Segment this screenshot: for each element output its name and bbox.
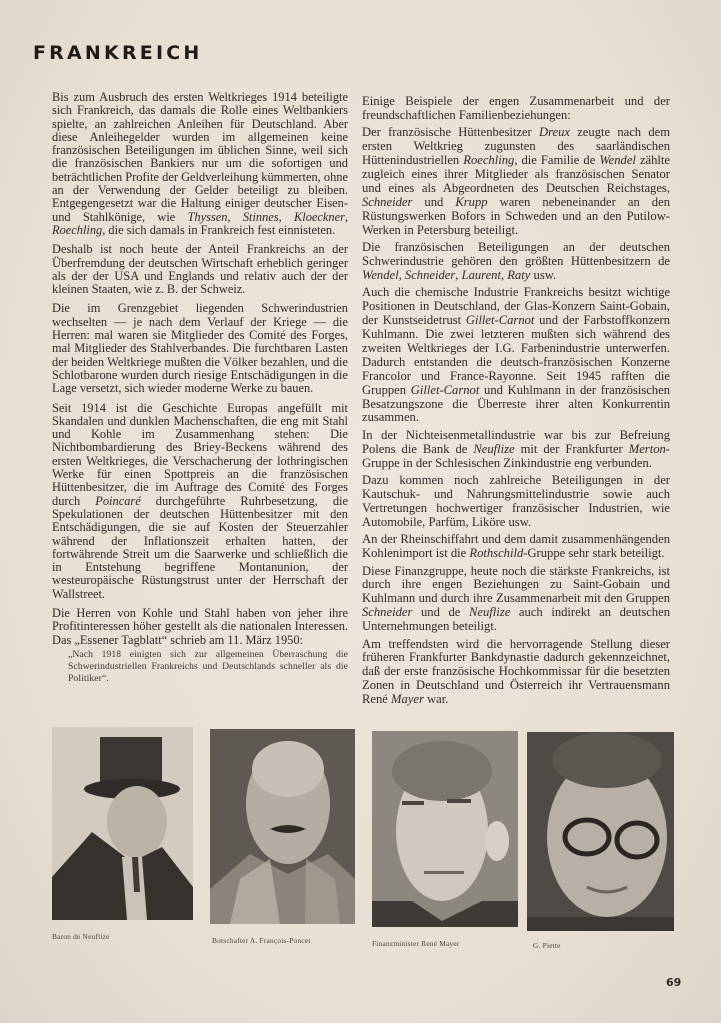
photo-francois-poncet <box>210 729 355 924</box>
left-column <box>52 91 348 685</box>
photo-rene-mayer <box>372 731 518 927</box>
photo-caption: Finanzminister René Mayer <box>372 939 460 948</box>
photo-caption: Baron de Neuflize <box>52 932 110 941</box>
right-column <box>362 95 670 711</box>
portrait-uniform-icon <box>210 729 355 924</box>
photo-caption: Botschafter A. François-Poncet <box>212 936 311 945</box>
paragraph: In der Nichteisenmetallindustrie war bis zur Befreiung Polens die Bank de Neuflize mit der Frankfurter Merton-Gruppe in der Schlesischen Zinkindustrie eng verbunden. <box>362 427 670 470</box>
paragraph: Am treffendsten wird die hervorragende Stellung dieser früheren Frankfurter Bankdynastie dadurch gekennzeichnet, daß der erste französische Hochkommissar für die besetzten Zonen in Deutschland und Österreich ihr Vertrauensmann René Mayer war. <box>362 636 670 707</box>
paragraph: Dazu kommen noch zahlreiche Beteiligungen in der Kautschuk- und Nahrungsmittelindustrie sowie auch Vertretungen hochwertiger französischer Industrien, wie Automobile, Parfüm, Liköre usw. <box>362 473 670 529</box>
paragraph: Bis zum Ausbruch des ersten Weltkrieges 1914 beteiligte sich Frankreich, das damals die Rolle eines Weltbankiers spielte, an zahlreichen Anleihen für Deutschland. Aber diese Anleihegelder wurden im allgemeinen keine französischen Beteiligungen im üblichen Sinne, weil sich die französischen Bankiers nur um die sofortigen und beträchtlichen Profite der Geldverleihung kümmerten, ohne an der Verwendung der Gelder beteiligt zu bleiben. Entgegengesetzt war die Haltung einiger deutscher Eisen- und Stahlkönige, wie Thyssen, Stinnes, Kloeckner, Roechling, die sich damals in Frankreich fest einnisteten. <box>52 90 349 237</box>
paragraph: Die im Grenzgebiet liegenden Schwerindustrien wechselten — je nach dem Verlauf der Kriege — die Herren: mal waren sie Mitglieder des Comité des Forges, mal Mitglieder des Stahlverbandes. Die furchtbaren Lasten der beiden Weltkriege mußten die Völker bezahlen, und die Schlotbarone wurden durch riesige Entschädigungen in die Lage versetzt, sich wieder moderne Werke zu bauen. <box>52 301 348 396</box>
photo-caption: G. Piette <box>533 941 561 950</box>
portrait-icon <box>372 731 518 927</box>
paragraph: Einige Beispiele der engen Zusammenarbeit und der freundschaftlichen Familienbeziehungen: <box>362 94 670 122</box>
portrait-glasses-icon <box>527 732 674 931</box>
page-title: FRANKREICH <box>33 42 203 64</box>
page-number: 69 <box>666 976 682 989</box>
photo-g-piette <box>527 732 674 931</box>
photo-baron-de-neuflize <box>52 727 193 920</box>
block-quote: „Nach 1918 einigten sich zur allgemeinen Überraschung die Schwerindustriellen Frankreichs und Deutschlands schneller als die Politiker“. <box>68 648 348 684</box>
paragraph: An der Rheinschiffahrt und dem damit zusammenhängenden Kohlenimport ist die Rothschild-Gruppe sehr stark beteiligt. <box>362 532 670 561</box>
portrait-top-hat-icon <box>52 727 193 920</box>
paragraph: Diese Finanzgruppe, heute noch die stärkste Frankreichs, ist durch ihre engen Beziehungen zu Saint-Gobain und Kuhlmann und durch ihre Zusammenarbeit mit den Gruppen Schneider und de Neuflize auch indirekt an deutschen Unternehmungen beteiligt. <box>362 563 670 634</box>
paragraph: Die französischen Beteiligungen an der deutschen Schwerindustrie gehören den größten Hüttenbesitzern de Wendel, Schneider, Laurent, Raty usw. <box>362 240 670 282</box>
paragraph: Der französische Hüttenbesitzer Dreux zeugte nach dem ersten Weltkrieg zugunsten des saarländischen Hüttenindustriellen Roechling, die Familie de Wendel zählte zugleich eines ihrer Mitglieder als französischen Senator und eines als Abgeordneten des Deutschen Reichstages, Schneider und Krupp waren nebeneinander an den Rüstungswerken Bofors in Schweden und an den Putilow-Werken in Petersburg beteiligt. <box>362 125 671 237</box>
paragraph: Auch die chemische Industrie Frankreichs besitzt wichtige Positionen in Deutschland, der Glas-Konzern Saint-Gobain, der Kunstseidetrust Gillet-Carnot und der Farbstoffkonzern Kuhlmann. Die zwei letzteren mußten sich während des zweiten Weltkrieges der I.G. Farbenindustrie unterwerfen. Dadurch entstanden die deutsch-französischen Konzerne Francolor und France-Rayonne. Seit 1945 rafften die Gruppen Gillet-Carnot und Kuhlmann in der französischen Besatzungszone die Überreste ihrer alten Konkurrentin zusammen. <box>362 285 670 425</box>
paragraph: Deshalb ist noch heute der Anteil Frankreichs an der Überfremdung der deutschen Wirtschaft erheblich geringer als der der USA und Englands und relativ auch der der kleinen Staaten, wie z. B. der Schweiz. <box>52 242 348 297</box>
paragraph: Seit 1914 ist die Geschichte Europas angefüllt mit Skandalen und dunklen Machenschaften, die eng mit Stahl und Kohle im Zusammenhang stehen: Die Nichtbombardierung des Briey-Beckens während des ersten Weltkrieges, die Verschacherung der lothringischen Werke für einen Spottpreis an die französischen Hüttenbesitzer, die im Auftrage des Comité des Forges durch Poincaré durchgeführte Ruhrbesetzung, die Spekulationen der deutschen Hüttenbesitzer mit den Entschädigungen, die sie auf Kosten der Steuerzahler während der Inflationszeit erhalten hatten, der fortwährende Streit um die Saarwerke und schließlich die in Entstehung begriffene Montanunion, der westeuropäische Rüstungstrust unter der Herrschaft der Wallstreet. <box>52 400 348 601</box>
paragraph: Die Herren von Kohle und Stahl haben von jeher ihre Profitinteressen höher gestellt als die nationalen Interessen. Das „Essener Tagblatt“ schrieb am 11. März 1950: <box>52 605 348 647</box>
